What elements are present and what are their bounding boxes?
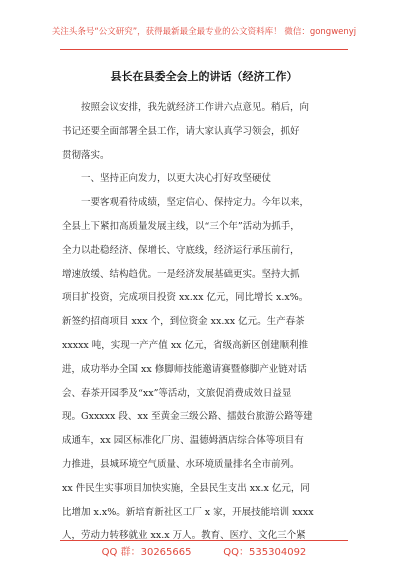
body-line: 按照会议安排，我先就经济工作讲六点意见。稍后，向 bbox=[81, 102, 310, 113]
body-line: xxxxx 吨，实现一产产值 xx 亿元，省级高新区创建顺利推 bbox=[62, 339, 309, 351]
body-line: 增速放缓、结构趋优。一是经济发展基础更实。坚持大抓 bbox=[62, 268, 300, 280]
body-line: 全县上下紧扣高质量发展主线，以“三个年”活动为抓手， bbox=[62, 220, 300, 232]
body-line: 力推进，县城环境空气质量、水环境质量排名全市前列。 bbox=[62, 458, 300, 470]
header-promo-text: 关注头条号“公文研究”，获得最新最全最专业的公文资料库！ 微信：gongwenyj bbox=[51, 27, 357, 37]
body-line: 人，劳动力转移就业 xx.x 万人。教育、医疗、文化三个紧 bbox=[62, 530, 306, 542]
document-body bbox=[62, 96, 346, 548]
document-title: 县长在县委全会上的讲话（经济工作） bbox=[110, 70, 298, 83]
page-header bbox=[0, 0, 408, 58]
body-line: 新签约招商项目 xxx 个，到位资金 xx.xx 亿元。生产春茶 bbox=[62, 316, 305, 328]
body-line: 贯彻落实。 bbox=[62, 149, 110, 161]
body-line: 一、坚持正向发力，以更大决心打好攻坚硬仗 bbox=[81, 173, 272, 185]
footer-qq: QQ：535304092 bbox=[223, 547, 307, 558]
body-line: 会、春茶开园季及“xx”等活动，文旅促消费成效日益显 bbox=[62, 387, 292, 399]
body-line: 全力以赴稳经济、保增长、守底线，经济运行承压前行， bbox=[62, 244, 300, 256]
body-line: 比增加 x.x%。新培育新社区工厂 x 家，开展技能培训 xxxx bbox=[62, 506, 314, 518]
body-line: xx 件民生实事项目加快实施，全县民生支出 xx.x 亿元，同 bbox=[62, 482, 310, 494]
footer-qq-group: QQ 群：30265665 bbox=[101, 547, 192, 558]
body-line: 项目扩投资，完成项目投资 xx.xx 亿元，同比增长 x.x%。 bbox=[62, 292, 309, 304]
header-divider bbox=[60, 49, 348, 50]
body-line: 现。Gxxxxx 段、xx 至黄金三级公路、擂鼓台旅游公路等建 bbox=[62, 411, 313, 423]
body-line: 书记还要全面部署全县工作，请大家认真学习领会，抓好 bbox=[62, 125, 300, 137]
body-line: 进，成功举办全国 xx 修脚师技能邀请赛暨修脚产业链对话 bbox=[62, 363, 307, 375]
body-line: 一要客观看待成绩，坚定信心、保持定力。今年以来， bbox=[81, 197, 310, 209]
body-line: 成通车，xx 园区标准化厂房、温德姆酒店综合体等项目有 bbox=[62, 435, 304, 447]
